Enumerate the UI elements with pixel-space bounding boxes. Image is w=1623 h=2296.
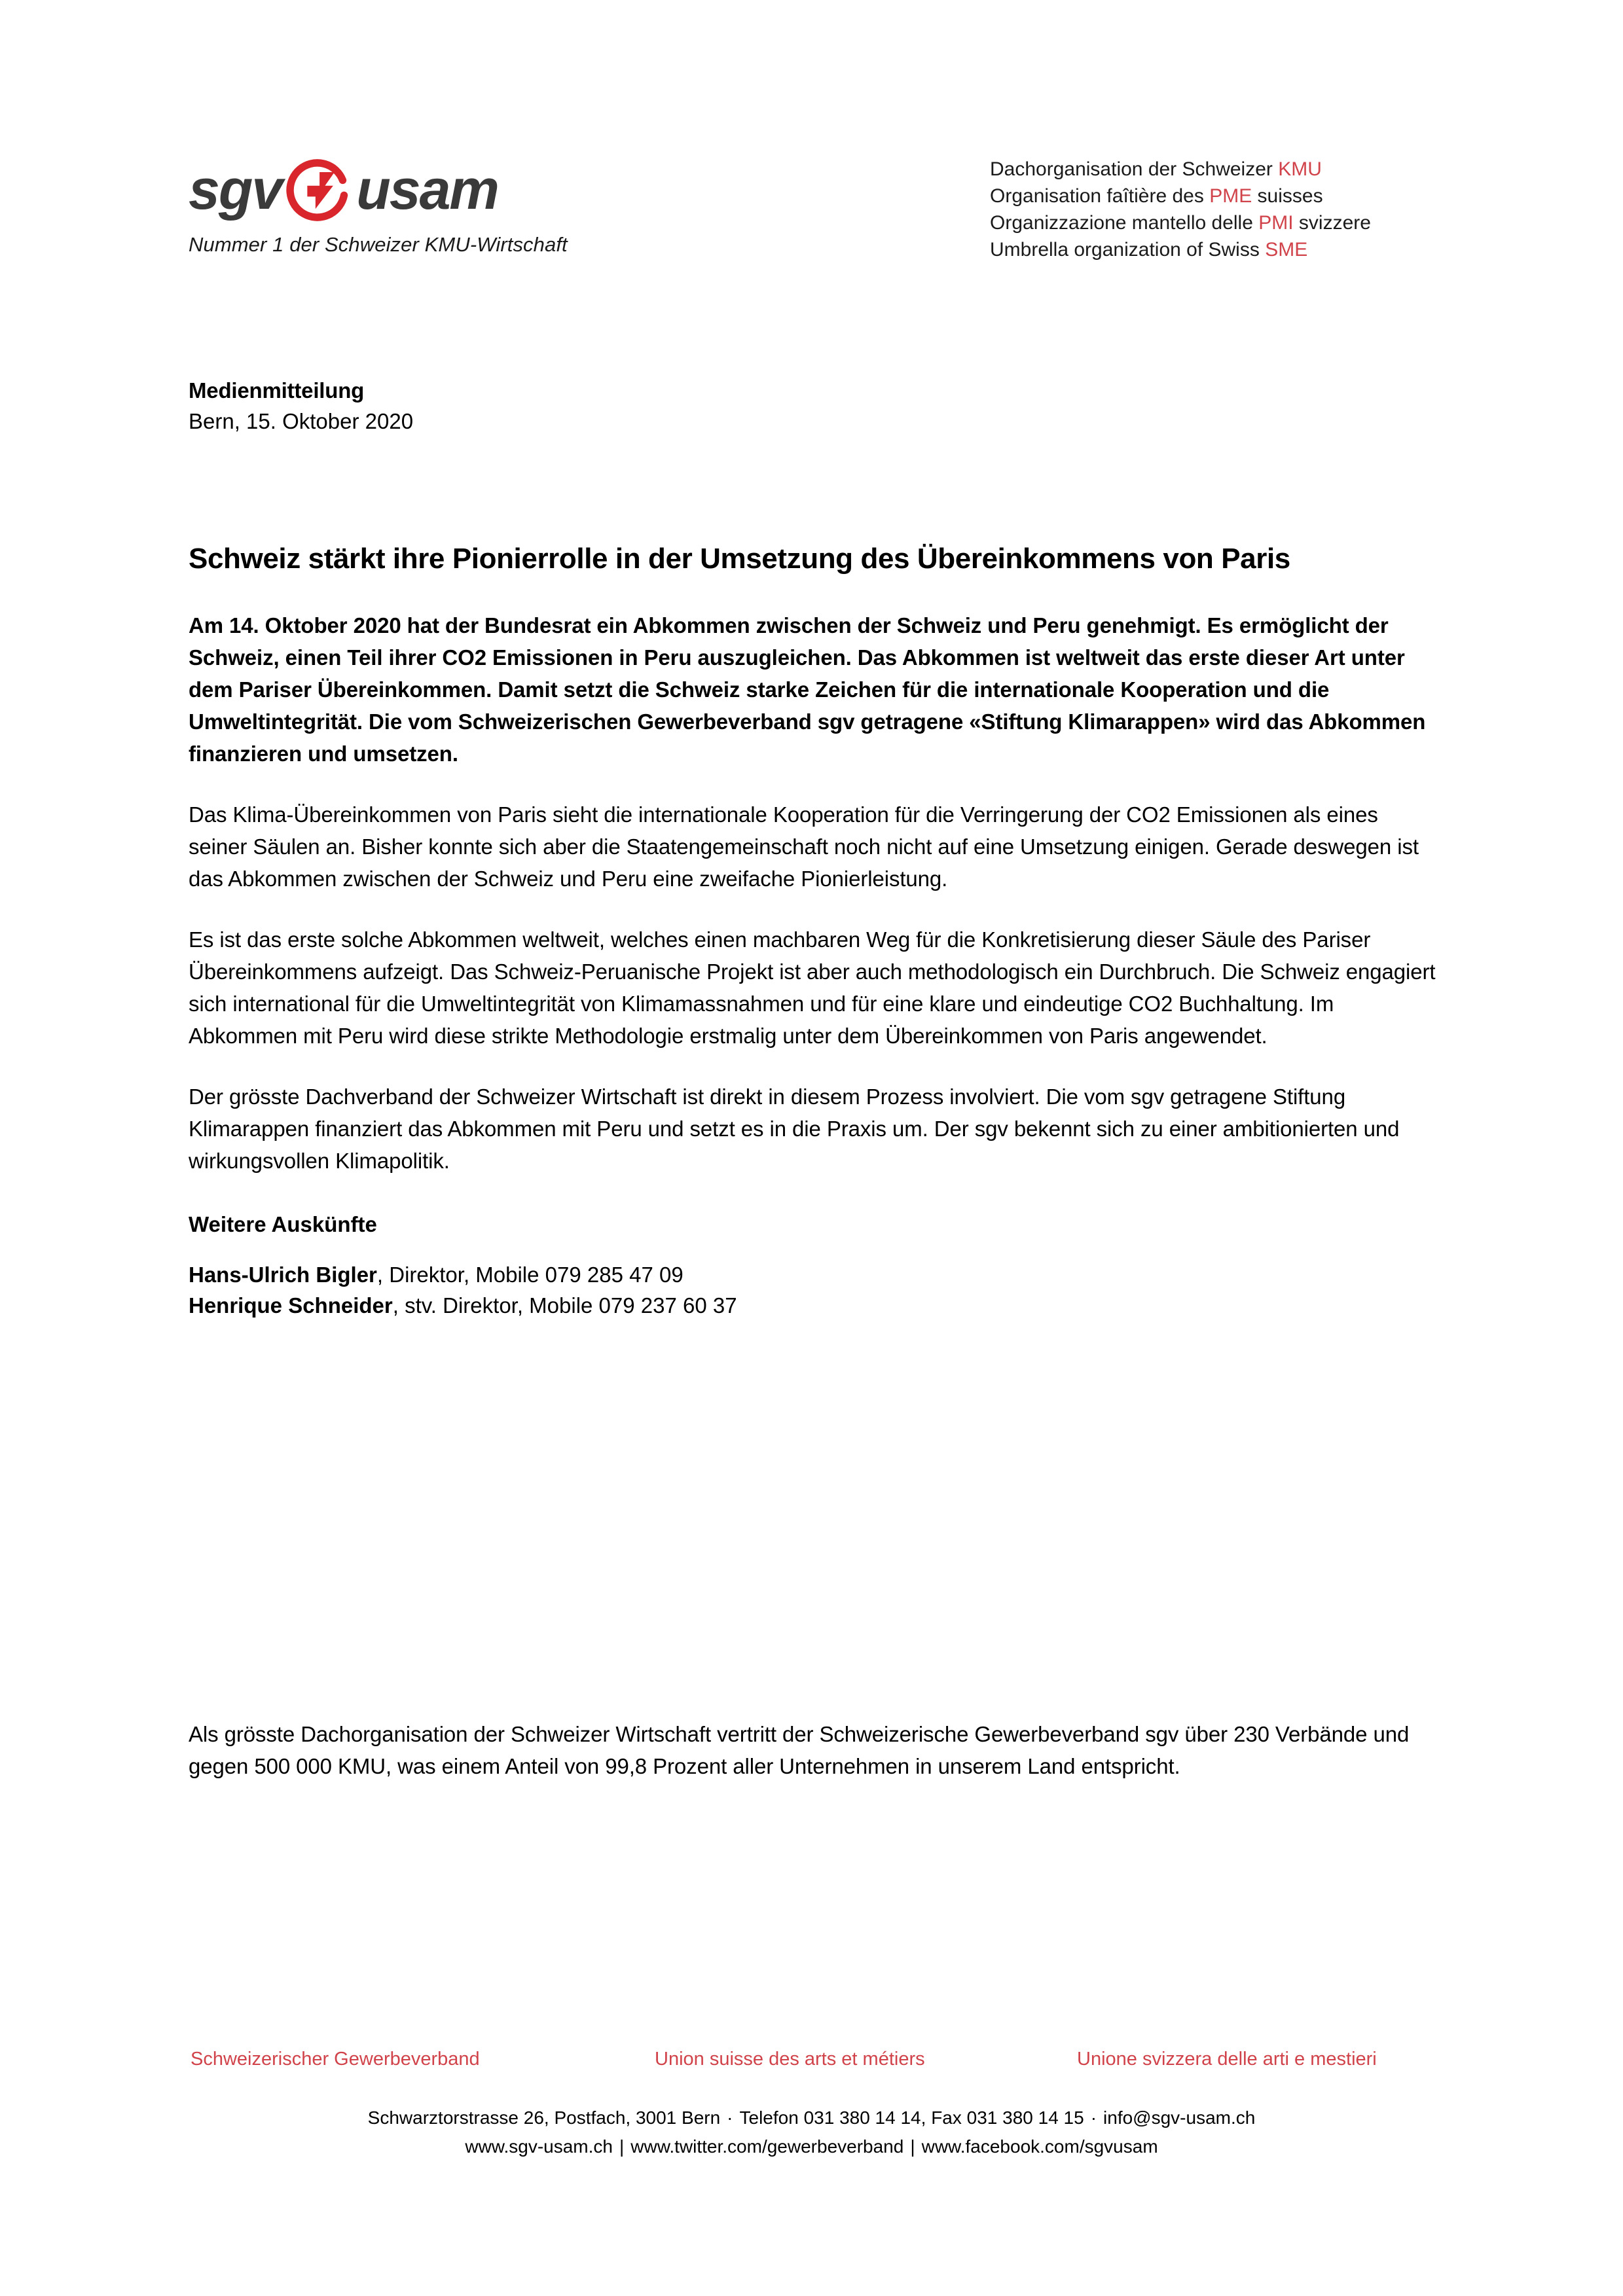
footer-twitter-link[interactable]: www.twitter.com/gewerbeverband: [630, 2136, 904, 2157]
footer-links-line: [0, 2132, 1623, 2161]
header-lang-it-suffix: svizzere: [1293, 212, 1371, 234]
header-language-line-en: [990, 236, 1371, 263]
footer-pipe: |: [619, 2136, 625, 2157]
footer-separator: ·: [727, 2108, 733, 2128]
footer-org-name-it: Unione svizzera delle arti e mestieri: [1077, 2049, 1377, 2070]
document-kicker: Medienmitteilung: [189, 378, 365, 403]
footer-address-line: [0, 2104, 1623, 2132]
footer-pipe: |: [910, 2136, 915, 2157]
header-lang-fr-prefix: Organisation faîtière des: [990, 185, 1210, 207]
sgv-usam-emblem-icon: [284, 156, 352, 224]
header-lang-fr-suffix: suisses: [1252, 185, 1323, 207]
footer-contact-block: [0, 2104, 1623, 2161]
sgv-usam-logo: [189, 154, 581, 257]
header-lang-fr-highlight: PME: [1209, 185, 1252, 207]
footer-email-link[interactable]: info@sgv-usam.ch: [1103, 2108, 1256, 2128]
page-header: [0, 0, 1623, 314]
body-paragraph-3: Der grösste Dachverband der Schweizer Wirtschaft ist direkt in diesem Prozess involviert. Die vom sgv getragene Stiftung Klimarappen finanziert das Abkommen mit Peru und setzt es in die Praxis um. Der sgv bekennt sich zu einer ambitionierten und wirkungsvollen Klimapolitik.: [189, 1085, 1400, 1173]
footer-website-link[interactable]: www.sgv-usam.ch: [465, 2136, 613, 2157]
footer-phone: Telefon 031 380 14 14, Fax 031 380 14 15: [739, 2108, 1084, 2128]
logo-tagline: Nummer 1 der Schweizer KMU-Wirtschaft: [189, 233, 568, 256]
contact-detail: , Direktor, Mobile 079 285 47 09: [376, 1263, 684, 1287]
header-language-line-fr: [990, 183, 1371, 209]
contact-name: Hans-Ulrich Bigler: [189, 1263, 377, 1287]
footer-org-names: [0, 2049, 1623, 2084]
contact-item: [189, 1259, 1436, 1290]
page-title: Schweiz stärkt ihre Pionierrolle in der Umsetzung des Übereinkommens von Paris: [189, 543, 1290, 575]
logo-wordmark: [189, 154, 581, 225]
contact-detail: , stv. Direktor, Mobile 079 237 60 37: [392, 1293, 737, 1318]
footer-org-name-fr: Union suisse des arts et métiers: [655, 2049, 925, 2070]
logo-text-usam: usam: [356, 158, 498, 221]
contact-section-heading: Weitere Auskünfte: [189, 1212, 377, 1236]
header-lang-it-prefix: Organizzazione mantello delle: [990, 212, 1259, 234]
header-lang-it-highlight: PMI: [1258, 212, 1294, 234]
contact-name: Henrique Schneider: [189, 1293, 393, 1318]
header-lang-de-highlight: KMU: [1278, 158, 1322, 180]
footer-separator: ·: [1090, 2108, 1097, 2128]
header-lang-en-highlight: SME: [1265, 239, 1308, 260]
contact-list: [189, 1259, 1436, 1321]
document-body: [189, 376, 1436, 1321]
footer-address: Schwarztorstrasse 26, Postfach, 3001 Bern: [367, 2108, 721, 2128]
header-language-line-de: [990, 156, 1371, 183]
boilerplate-paragraph: Als grösste Dachorganisation der Schweizer Wirtschaft vertritt der Schweizerische Gewerbeverband sgv über 230 Verbände und gegen 500 000 KMU, was einem Anteil von 99,8 Prozent aller Unternehmen in unserem Land entspricht.: [189, 1722, 1410, 1778]
page-footer: [0, 2049, 1623, 2161]
body-paragraph-2: Es ist das erste solche Abkommen weltweit, welches einen machbaren Weg für die Konkretisierung dieser Säule des Pariser Übereinkommens aufzeigt. Das Schweiz-Peruanische Projekt ist aber auch methodologisch ein Durchbruch. Die Schweiz engagiert sich international für die Umweltintegrität von Klimamassnahmen und für eine klare und eindeutige CO2 Buchhaltung. Im Abkommen mit Peru wird diese strikte Methodologie erstmalig unter dem Übereinkommen von Paris angewendet.: [189, 927, 1436, 1048]
header-lang-de-prefix: Dachorganisation der Schweizer: [990, 158, 1279, 180]
header-language-lines: [990, 156, 1371, 263]
footer-facebook-link[interactable]: www.facebook.com/sgvusam: [921, 2136, 1158, 2157]
header-language-line-it: [990, 209, 1371, 236]
body-paragraph-1: Das Klima-Übereinkommen von Paris sieht die internationale Kooperation für die Verringerung der CO2 Emissionen als eines seiner Säulen an. Bisher konnte sich aber die Staatengemeinschaft noch nicht auf eine Umsetzung einigen. Gerade deswegen ist das Abkommen zwischen der Schweiz und Peru eine zweifache Pionierleistung.: [189, 802, 1419, 891]
logo-text-sgv: sgv: [189, 158, 282, 221]
contact-item: [189, 1290, 1436, 1321]
footer-org-name-de: Schweizerischer Gewerbeverband: [191, 2049, 480, 2070]
header-lang-en-prefix: Umbrella organization of Swiss: [990, 239, 1266, 260]
lead-paragraph: Am 14. Oktober 2020 hat der Bundesrat ein Abkommen zwischen der Schweiz und Peru genehmigt. Es ermöglicht der Schweiz, einen Teil ihrer CO2 Emissionen in Peru auszugleichen. Das Abkommen ist weltweit das erste dieser Art unter dem Pariser Übereinkommen. Damit setzt die Schweiz starke Zeichen für die internationale Kooperation und die Umweltintegrität. Die vom Schweizerischen Gewerbeverband sgv getragene «Stiftung Klimarappen» wird das Abkommen finanzieren und umsetzen.: [189, 613, 1426, 766]
document-dateline: Bern, 15. Oktober 2020: [189, 409, 414, 433]
